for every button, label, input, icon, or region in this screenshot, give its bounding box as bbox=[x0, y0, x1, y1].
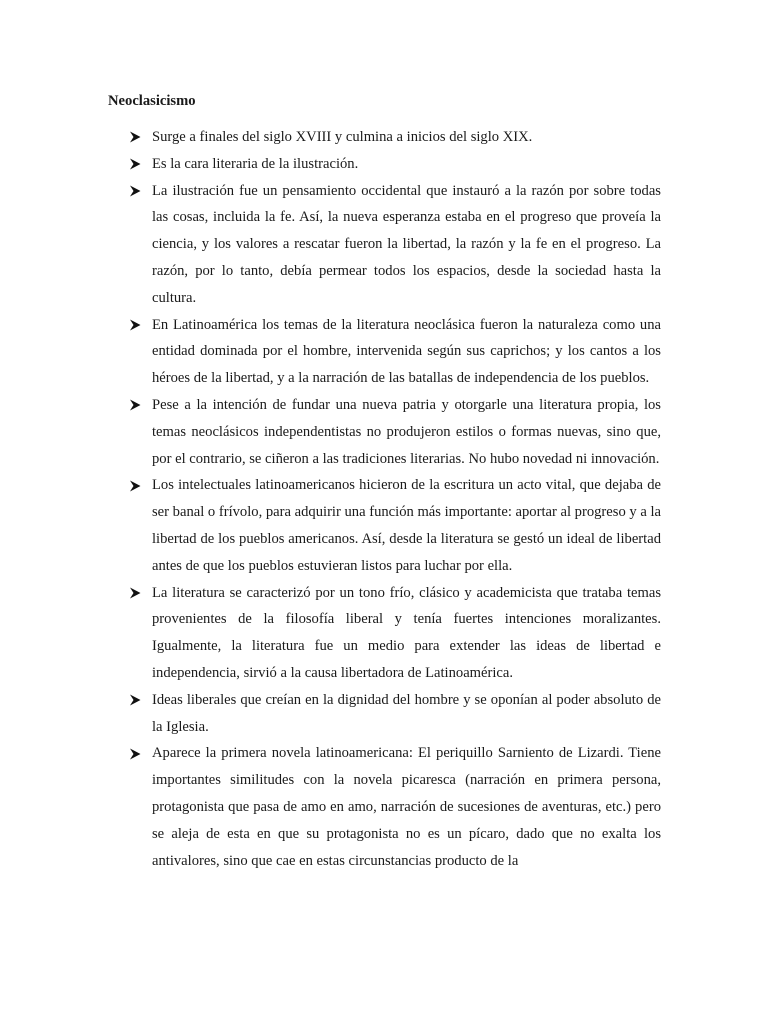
arrowhead-bullet-icon bbox=[129, 472, 143, 499]
bullet-text: Los intelectuales latinoamericanos hicieron de la escritura un acto vital, que dejaba de ser banal o frívolo, para adquirir una función más importante: aportar al progreso y a la libertad de los pueblos americanos. Así, desde la literatura se gestó un ideal de libertad antes de que los pueblos estuvieran listos para luchar por ella. bbox=[152, 477, 661, 574]
arrowhead-bullet-icon bbox=[129, 740, 143, 767]
arrowhead-bullet-icon bbox=[129, 687, 143, 714]
arrowhead-bullet-icon bbox=[129, 312, 143, 339]
arrowhead-bullet-icon bbox=[129, 392, 143, 419]
bullet-item bbox=[129, 151, 661, 178]
bullet-text: La ilustración fue un pensamiento occidental que instauró a la razón por sobre todas las cosas, incluida la fe. Así, la nueva esperanza estaba en el progreso que proveía la ciencia, y los valores a rescatar fueron la libertad, la razón y la fe en el progreso. La razón, por lo tanto, debía permear todos los espacios, desde la sociedad hasta la cultura. bbox=[152, 182, 661, 306]
bullet-item bbox=[129, 124, 661, 151]
bullet-text: Ideas liberales que creían en la dignidad del hombre y se oponían al poder absoluto de la Iglesia. bbox=[152, 691, 661, 735]
bullet-text: La literatura se caracterizó por un tono frío, clásico y academicista que trataba temas provenientes de la filosofía liberal y tenía fuertes intenciones moralizantes. Igualmente, la literatura fue un medio para extender las ideas de libertad e independencia, sirvió a la causa libertadora de Latinoamérica. bbox=[152, 584, 661, 681]
arrowhead-bullet-icon bbox=[129, 151, 143, 178]
arrowhead-bullet-icon bbox=[129, 124, 143, 151]
bullet-text: Surge a finales del siglo XVIII y culmina a inicios del siglo XIX. bbox=[152, 129, 533, 145]
bullet-text: En Latinoamérica los temas de la literatura neoclásica fueron la naturaleza como una entidad dominada por el hombre, intervenida según sus caprichos; y los cantos a los héroes de la libertad, y a la narración de las batallas de independencia de los pueblos. bbox=[152, 316, 661, 387]
bullet-text: Pese a la intención de fundar una nueva patria y otorgarle una literatura propia, los temas neoclásicos independentistas no produjeron estilos o formas nuevas, sino que, por el contrario, se ciñeron a las tradiciones literarias. No hubo novedad ni innovación. bbox=[152, 396, 661, 467]
bullet-item bbox=[129, 312, 661, 392]
bullet-text: Aparece la primera novela latinoamericana: El periquillo Sarniento de Lizardi. Tiene importantes similitudes con la novela picaresca (narración en primera persona, protagonista que pasa de amo en amo, narración de sucesiones de aventuras, etc.) pero se aleja de esta en que su protagonista no es un pícaro, dado que no exalta los antivalores, sino que cae en estas circunstancias producto de la bbox=[152, 745, 661, 869]
arrowhead-bullet-icon bbox=[129, 178, 143, 205]
bullet-item bbox=[129, 178, 661, 312]
bullet-item bbox=[129, 472, 661, 579]
bullet-item bbox=[129, 580, 661, 687]
bullet-item bbox=[129, 740, 661, 874]
bullet-item bbox=[129, 392, 661, 472]
arrowhead-bullet-icon bbox=[129, 580, 143, 607]
bullet-text: Es la cara literaria de la ilustración. bbox=[152, 155, 359, 172]
document-title: Neoclasicismo bbox=[108, 93, 196, 109]
bullet-list bbox=[129, 124, 661, 874]
bullet-item bbox=[129, 687, 661, 741]
